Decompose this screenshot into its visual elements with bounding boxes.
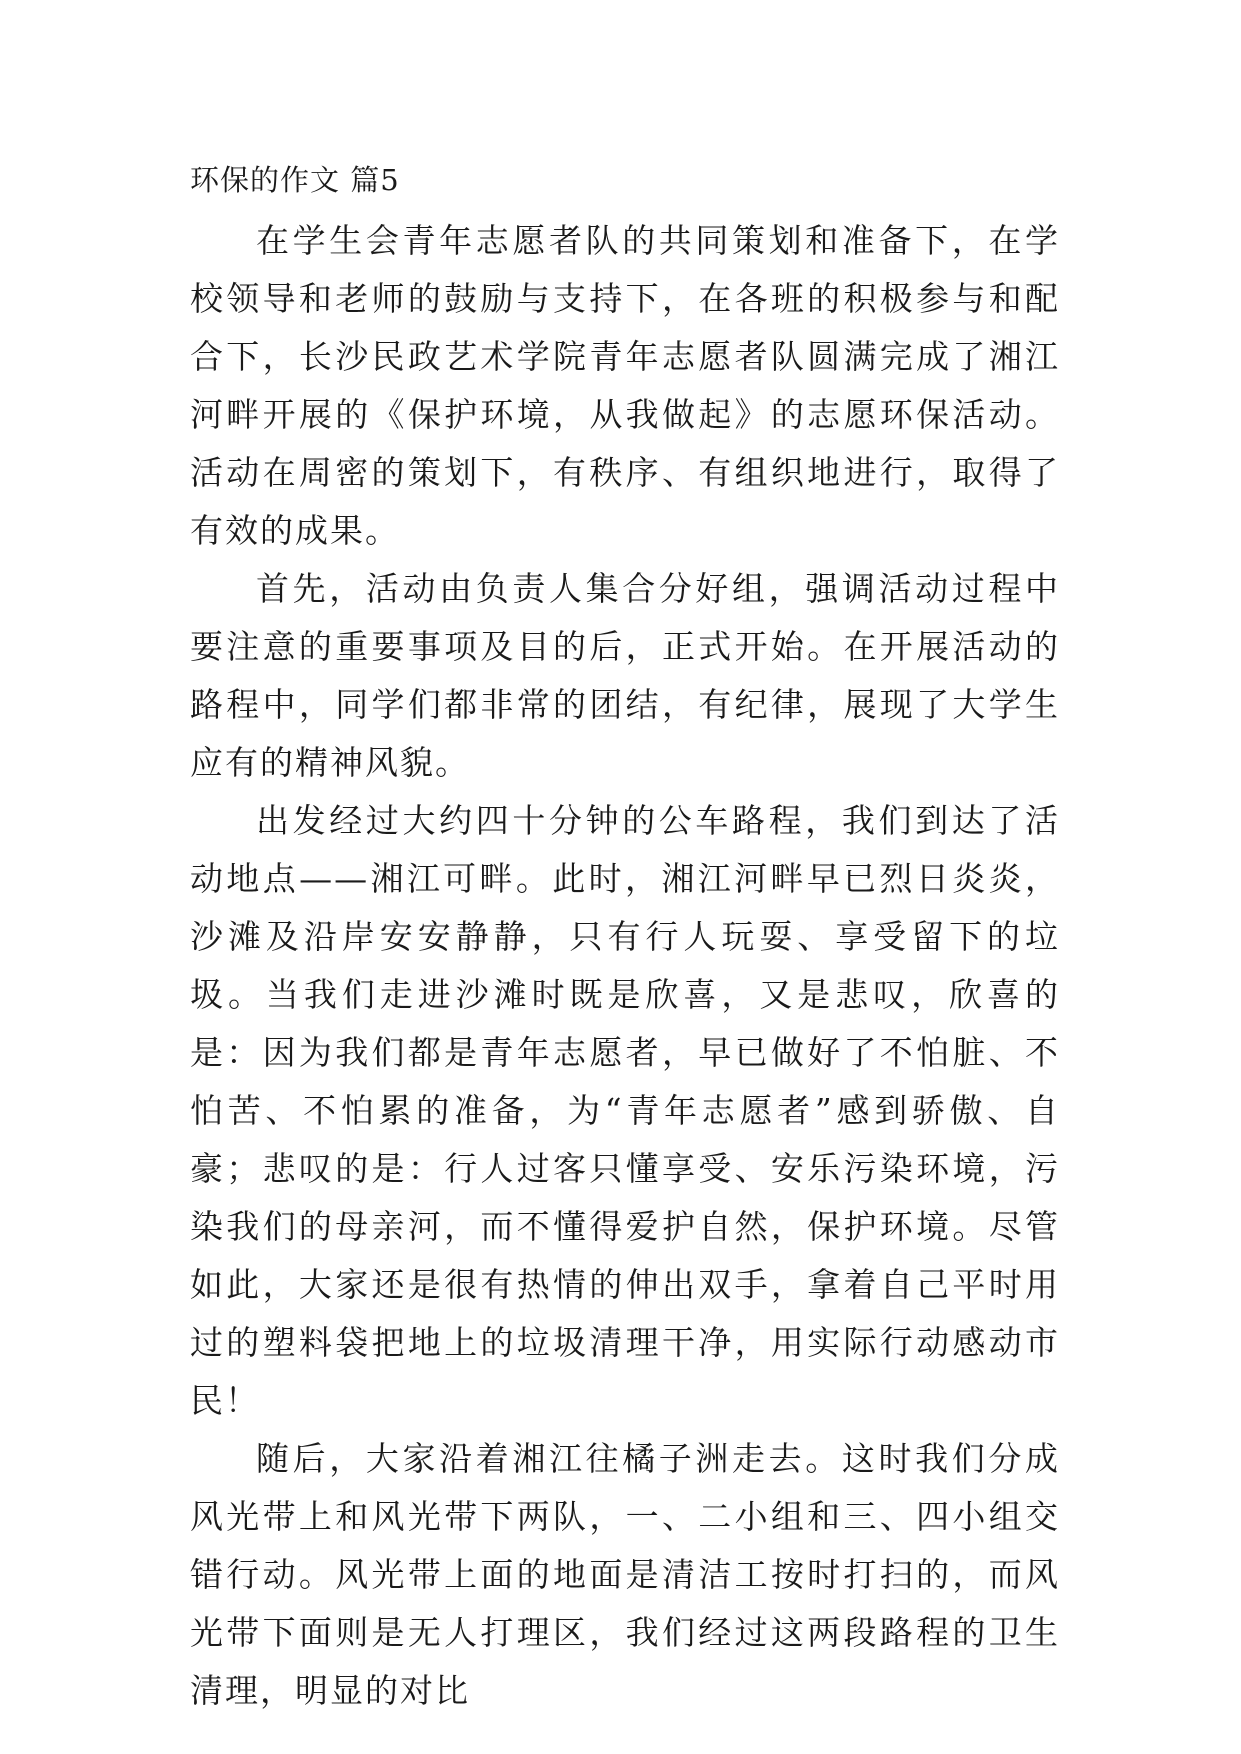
paragraph-1: 在学生会青年志愿者队的共同策划和准备下，在学校领导和老师的鼓励与支持下，在各班的积极参与和配合下，长沙民政艺术学院青年志愿者队圆满完成了湘江河畔开展的《保护环境，从我做起》的志愿环保活动。 活动在周密的策划下，有秩序、有组织地进行，取得了有效的成果。 bbox=[190, 221, 1060, 550]
paragraph-2: 首先，活动由负责人集合分好组，强调活动过程中要注意的重要事项及目的后，正式开始。在开展活动的路程中，同学们都非常的团结，有纪律，展现了大学生应有的精神风貌。 bbox=[190, 569, 1060, 782]
document-body bbox=[190, 160, 1060, 1720]
paragraph-3: 出发经过大约四十分钟的公车路程，我们到达了活动地点——湘江可畔。此时，湘江河畔早已烈日炎炎，沙滩及沿岸安安静静，只有行人玩耍、享受留下的垃圾。当我们走进沙滩时既是欣喜，又是悲叹，欣喜的是：因为我们都是青年志愿者，早已做好了不怕脏、不怕苦、不怕累的准备，为“青年志愿者”感到骄傲、自豪；悲叹的是：行人过客只懂享受、安乐污染环境，污染我们的母亲河，而不懂得爱护自然，保护环境。尽管如此，大家还是很有热情的伸出双手，拿着自己平时用过的塑料袋把地上的垃圾清理干净，用实际行动感动市民！ bbox=[190, 801, 1060, 1420]
document-title: 环保的作文 篇5 bbox=[190, 163, 400, 197]
paragraph-4: 随后，大家沿着湘江往橘子洲走去。这时我们分成风光带上和风光带下两队，一、二小组和三、四小组交错行动。风光带上面的地面是清洁工按时打扫的，而风光带下面则是无人打理区，我们经过这两段路程的卫生清理，明显的对比 bbox=[190, 1439, 1060, 1710]
